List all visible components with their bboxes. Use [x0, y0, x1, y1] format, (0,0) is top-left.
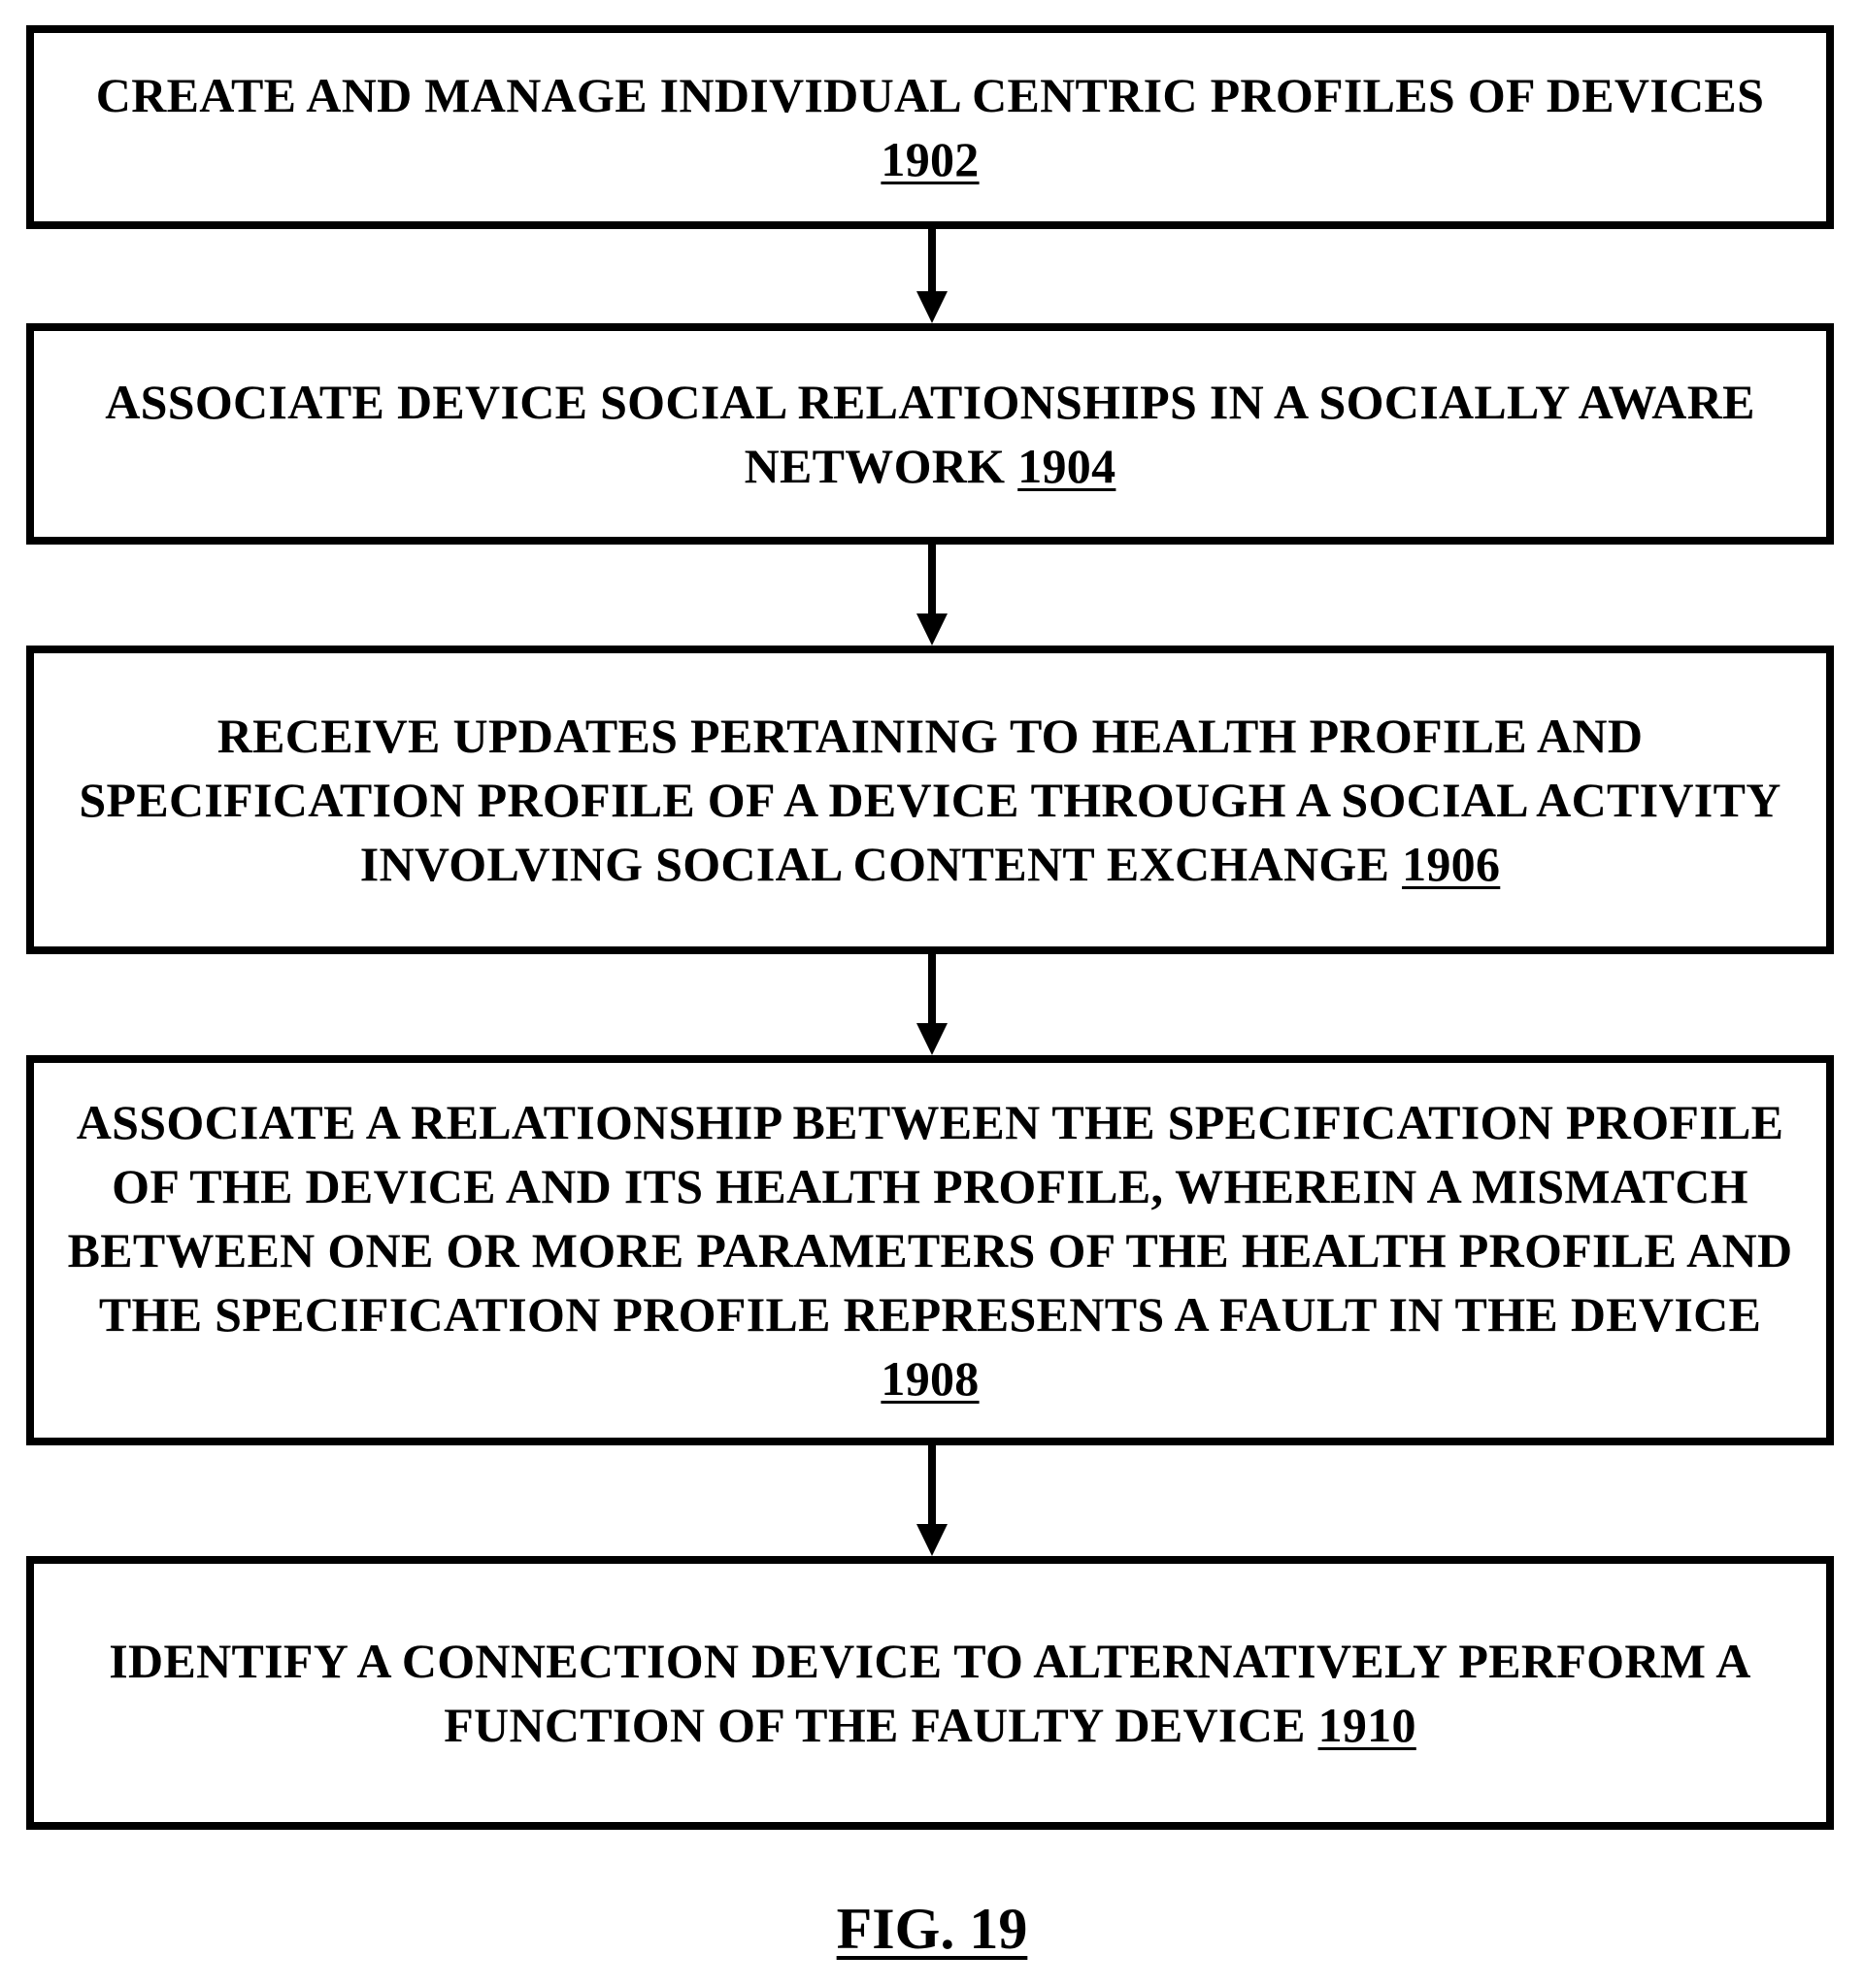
step-description: ASSOCIATE DEVICE SOCIAL RELATIONSHIPS IN A SOCIALLY AWARE NETWORK	[105, 375, 1755, 493]
step-box-1908	[26, 1055, 1834, 1445]
step-box-1902	[26, 25, 1834, 229]
step-text-1902	[34, 63, 1826, 191]
step-label: 1902	[881, 132, 980, 186]
step-text-1906	[34, 704, 1826, 896]
step-description: RECEIVE UPDATES PERTAINING TO HEALTH PROFILE AND SPECIFICATION PROFILE OF A DEVICE THROUGH A SOCIAL ACTIVITY INVOLVING SOCIAL CONTENT EXCHANGE	[79, 709, 1781, 891]
arrow-1908-to-1910	[916, 1445, 948, 1556]
step-text-1910	[34, 1629, 1826, 1757]
step-description: CREATE AND MANAGE INDIVIDUAL CENTRIC PROFILES OF DEVICES	[95, 68, 1765, 122]
arrow-1904-to-1906	[916, 545, 948, 646]
step-text-1908	[34, 1090, 1826, 1410]
step-box-1906	[26, 646, 1834, 954]
figure-caption-text: FIG. 19	[836, 1897, 1028, 1961]
step-box-1904	[26, 323, 1834, 545]
step-label: 1906	[1402, 837, 1501, 891]
step-label: 1904	[1017, 439, 1116, 493]
arrow-1906-to-1908	[916, 954, 948, 1055]
step-description: IDENTIFY A CONNECTION DEVICE TO ALTERNATIVELY PERFORM A FUNCTION OF THE FAULTY DEVICE	[109, 1634, 1751, 1752]
step-label: 1910	[1317, 1698, 1416, 1752]
figure-caption	[0, 1895, 1864, 1963]
step-box-1910	[26, 1556, 1834, 1830]
step-text-1904	[34, 370, 1826, 498]
arrow-1902-to-1904	[916, 229, 948, 323]
step-label: 1908	[881, 1351, 980, 1406]
step-description: ASSOCIATE A RELATIONSHIP BETWEEN THE SPECIFICATION PROFILE OF THE DEVICE AND ITS HEALTH PROFILE, WHEREIN A MISMATCH BETWEEN ONE OR MORE PARAMETERS OF THE HEALTH PROFILE AND THE SPECIFICATION PROFILE REPRESENTS A FAULT IN THE DEVICE	[67, 1095, 1793, 1342]
